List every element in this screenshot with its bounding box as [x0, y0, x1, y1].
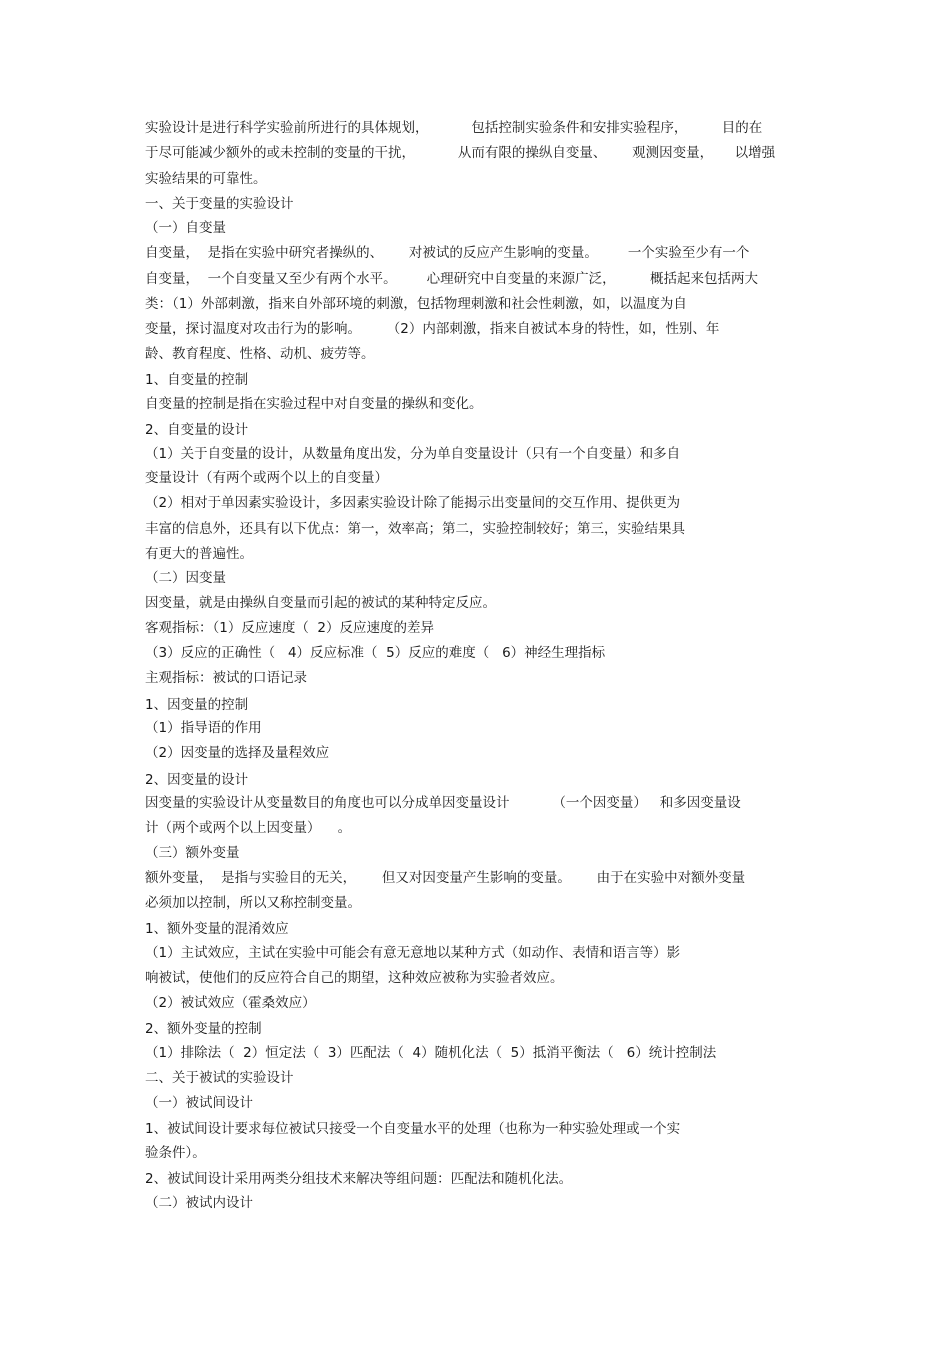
- subsection-heading: （三）额外变量: [145, 845, 240, 861]
- paragraph-line: 因变量，就是由操纵自变量而引起的被试的某种特定反应。: [145, 595, 496, 611]
- paragraph-line: 实验结果的可靠性。: [145, 171, 267, 187]
- item-heading: 2、因变量的设计: [145, 772, 249, 788]
- item-heading: 1、因变量的控制: [145, 697, 249, 713]
- item-heading: 2、自变量的设计: [145, 422, 249, 438]
- paragraph-line: 实验设计是进行科学实验前所进行的具体规划， 包括控制实验条件和安排实验程序， 目的在: [145, 120, 763, 136]
- subsection-heading: （一）自变量: [145, 220, 226, 236]
- paragraph-line: 自变量， 是指在实验中研究者操纵的、 对被试的反应产生影响的变量。 一个实验至少有一个: [145, 245, 750, 261]
- subsection-heading: （二）因变量: [145, 570, 226, 586]
- paragraph-line: 额外变量， 是指与实验目的无关， 但又对因变量产生影响的变量。 由于在实验中对额外变量: [145, 870, 746, 886]
- paragraph-line: （1）关于自变量的设计，从数量角度出发，分为单自变量设计（只有一个自变量）和多自: [145, 446, 681, 462]
- paragraph-line: （1）指导语的作用: [145, 720, 262, 736]
- paragraph-line: 类：（1）外部刺激，指来自外部环境的刺激，包括物理刺激和社会性刺激，如，以温度为自: [145, 296, 687, 312]
- paragraph-line: 客观指标：（1）反应速度（ 2）反应速度的差异: [145, 620, 435, 636]
- paragraph-line: 变量设计（有两个或两个以上的自变量）: [145, 470, 388, 486]
- paragraph-line: 响被试，使他们的反应符合自己的期望，这种效应被称为实验者效应。: [145, 970, 564, 986]
- paragraph-line: （3）反应的正确性（ 4）反应标准（ 5）反应的难度（ 6）神经生理指标: [145, 645, 606, 661]
- section-heading: 一、关于变量的实验设计: [145, 196, 294, 212]
- paragraph-line: 1、被试间设计要求每位被试只接受一个自变量水平的处理（也称为一种实验处理或一个实: [145, 1121, 681, 1137]
- subsection-heading: （一）被试间设计: [145, 1095, 253, 1111]
- paragraph-line: 因变量的实验设计从变量数目的角度也可以分成单因变量设计 （一个因变量） 和多因变量设: [145, 795, 741, 811]
- paragraph-line: 验条件）。: [145, 1145, 206, 1161]
- paragraph-line: 必须加以控制，所以又称控制变量。: [145, 895, 361, 911]
- paragraph-line: 丰富的信息外，还具有以下优点：第一，效率高；第二，实验控制较好；第三，实验结果具: [145, 521, 685, 537]
- paragraph-line: （2）因变量的选择及量程效应: [145, 745, 330, 761]
- subsection-heading: （二）被试内设计: [145, 1195, 253, 1211]
- paragraph-line: 变量，探讨温度对攻击行为的影响。 （2）内部刺激，指来自被试本身的特性，如，性别、年: [145, 321, 720, 337]
- paragraph-line: 有更大的普遍性。: [145, 546, 253, 562]
- item-heading: 2、额外变量的控制: [145, 1021, 262, 1037]
- section-heading: 二、关于被试的实验设计: [145, 1070, 294, 1086]
- paragraph-line: 2、被试间设计采用两类分组技术来解决等组问题：匹配法和随机化法。: [145, 1171, 573, 1187]
- paragraph-line: 于尽可能减少额外的或未控制的变量的干扰， 从而有限的操纵自变量、 观测因变量， 以增强: [145, 145, 776, 161]
- paragraph-line: （2）相对于单因素实验设计，多因素实验设计除了能揭示出变量间的交互作用、提供更为: [145, 495, 681, 511]
- paragraph-line: （2）被试效应（霍桑效应）: [145, 995, 316, 1011]
- paragraph-line: 计（两个或两个以上因变量） 。: [145, 820, 352, 836]
- paragraph-line: （1）主试效应，主试在实验中可能会有意无意地以某种方式（如动作、表情和语言等）影: [145, 945, 681, 961]
- paragraph-line: 主观指标：被试的口语记录: [145, 670, 307, 686]
- item-heading: 1、自变量的控制: [145, 372, 249, 388]
- paragraph-line: 龄、教育程度、性格、动机、疲劳等。: [145, 346, 375, 362]
- item-heading: 1、额外变量的混淆效应: [145, 921, 289, 937]
- paragraph-line: 自变量的控制是指在实验过程中对自变量的操纵和变化。: [145, 396, 483, 412]
- paragraph-line: 自变量， 一个自变量又至少有两个水平。 心理研究中自变量的来源广泛， 概括起来包括两大: [145, 271, 758, 287]
- paragraph-line: （1）排除法（ 2）恒定法（ 3）匹配法（ 4）随机化法（ 5）抵消平衡法（ 6）统计控制法: [145, 1045, 717, 1061]
